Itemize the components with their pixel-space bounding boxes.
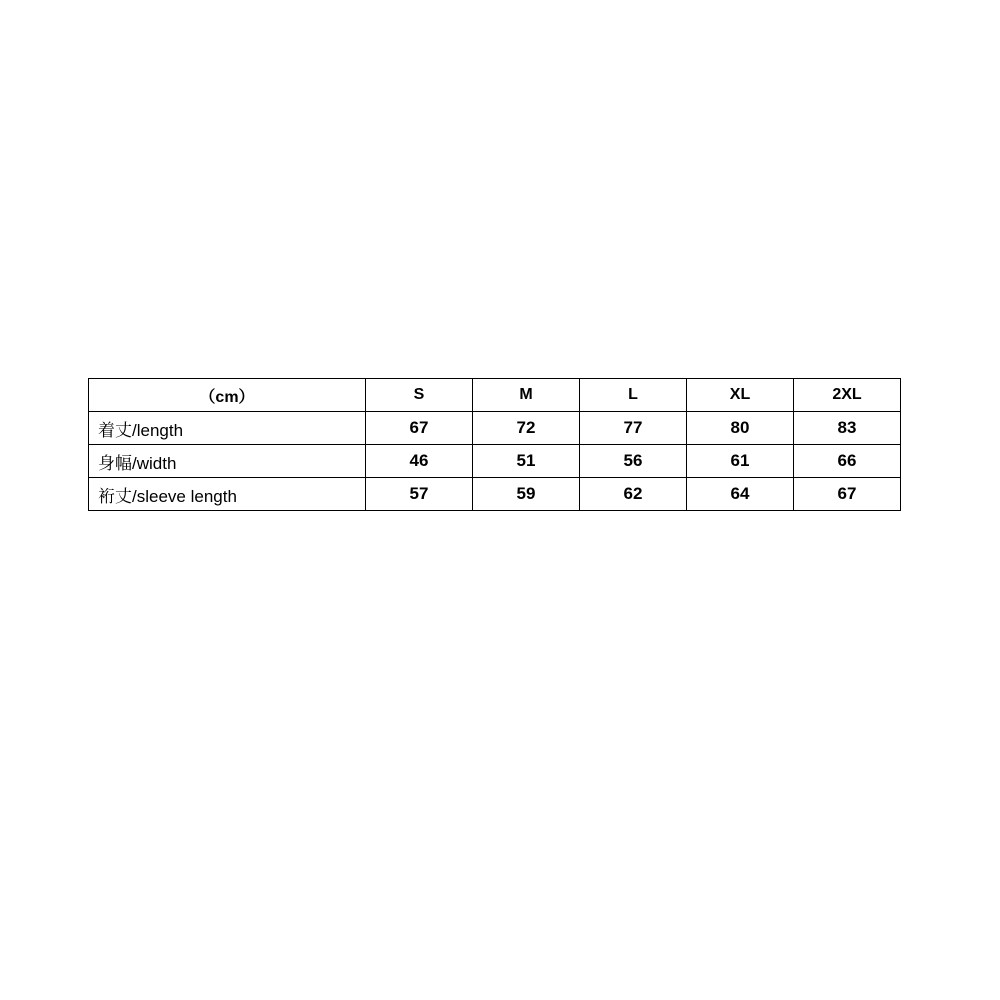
column-header-s: S xyxy=(366,379,473,412)
cell-width-s: 46 xyxy=(366,445,473,478)
size-chart xyxy=(88,378,900,511)
column-header-m: M xyxy=(473,379,580,412)
cell-sleeve-s: 57 xyxy=(366,478,473,511)
size-table xyxy=(88,378,901,511)
cell-sleeve-m: 59 xyxy=(473,478,580,511)
table-row xyxy=(89,445,901,478)
cell-width-xl: 61 xyxy=(687,445,794,478)
unit-label: （cm） xyxy=(89,379,366,412)
cell-length-l: 77 xyxy=(580,412,687,445)
cell-sleeve-xl: 64 xyxy=(687,478,794,511)
cell-length-xl: 80 xyxy=(687,412,794,445)
table-row xyxy=(89,412,901,445)
cell-sleeve-2xl: 67 xyxy=(794,478,901,511)
cell-width-2xl: 66 xyxy=(794,445,901,478)
row-label-sleeve-length: 裄丈/sleeve length xyxy=(89,478,366,511)
column-header-2xl: 2XL xyxy=(794,379,901,412)
column-header-l: L xyxy=(580,379,687,412)
cell-width-m: 51 xyxy=(473,445,580,478)
cell-width-l: 56 xyxy=(580,445,687,478)
cell-length-s: 67 xyxy=(366,412,473,445)
row-label-width: 身幅/width xyxy=(89,445,366,478)
cell-length-m: 72 xyxy=(473,412,580,445)
cell-sleeve-l: 62 xyxy=(580,478,687,511)
column-header-xl: XL xyxy=(687,379,794,412)
row-label-length: 着丈/length xyxy=(89,412,366,445)
table-header-row xyxy=(89,379,901,412)
table-row xyxy=(89,478,901,511)
cell-length-2xl: 83 xyxy=(794,412,901,445)
